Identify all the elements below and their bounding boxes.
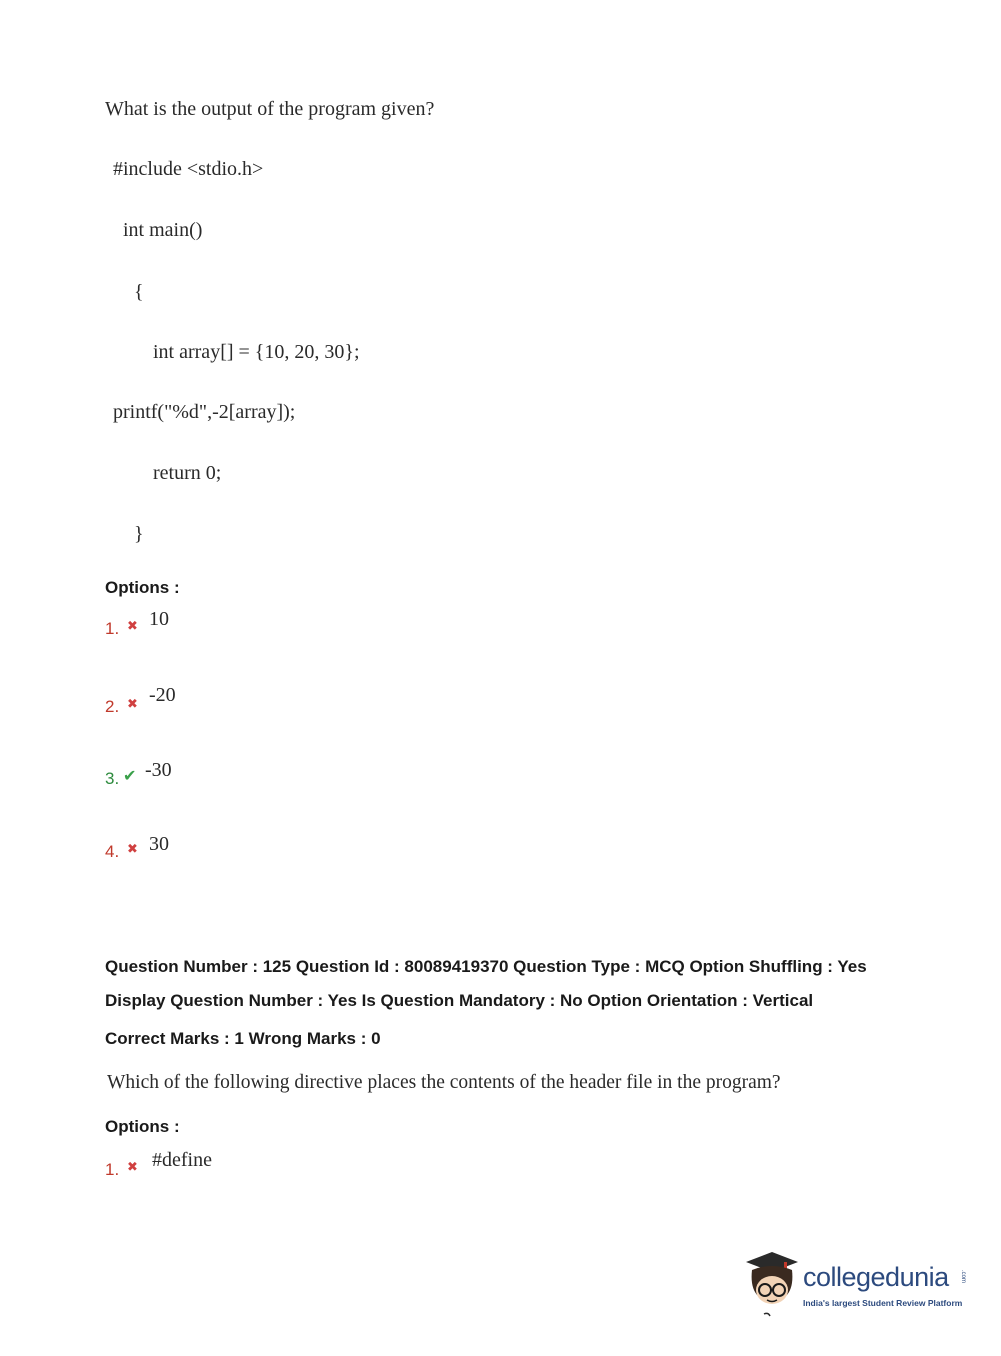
mascot-icon [742, 1248, 802, 1318]
options-heading: Options : [105, 1117, 180, 1136]
option-text: -30 [145, 759, 172, 781]
question-meta-line-3: Correct Marks : 1 Wrong Marks : 0 [105, 1029, 381, 1048]
question-meta-line-1: Question Number : 125 Question Id : 80089419370 Question Type : MCQ Option Shuffling : Yes [105, 957, 867, 976]
option-number: 4. [105, 842, 120, 861]
code-line-return: return 0; [153, 462, 222, 484]
option-text: 10 [149, 608, 169, 630]
question-meta-line-2: Display Question Number : Yes Is Question Mandatory : No Option Orientation : Vertical [105, 991, 814, 1010]
option-number: 1. [105, 619, 120, 638]
code-line-include: #include <stdio.h> [113, 158, 264, 180]
cross-icon: ✖ [127, 697, 138, 712]
logo-domain-suffix: .com [960, 1270, 966, 1284]
code-line-open-brace: { [134, 281, 144, 303]
option-text: #define [152, 1149, 212, 1171]
logo-tagline: India's largest Student Review Platform [803, 1298, 963, 1308]
check-icon: ✔ [123, 766, 137, 785]
option-number: 1. [105, 1160, 120, 1179]
code-line-printf: printf("%d",-2[array]); [113, 401, 296, 423]
option-text: 30 [149, 833, 169, 855]
option-text: -20 [149, 684, 176, 706]
question-1-prompt: What is the output of the program given? [105, 98, 435, 120]
collegedunia-logo [742, 1248, 972, 1318]
code-line-close-brace: } [134, 523, 144, 545]
code-line-main: int main() [123, 219, 203, 241]
cross-icon: ✖ [127, 1160, 138, 1175]
cross-icon: ✖ [127, 619, 138, 634]
code-line-array: int array[] = {10, 20, 30}; [153, 341, 360, 363]
question-2-prompt: Which of the following directive places the contents of the header file in the program? [107, 1072, 781, 1093]
option-number: 2. [105, 697, 120, 716]
cross-icon: ✖ [127, 842, 138, 857]
options-heading: Options : [105, 578, 180, 597]
option-number: 3. [105, 769, 120, 788]
logo-wordmark: collegedunia [803, 1262, 949, 1292]
